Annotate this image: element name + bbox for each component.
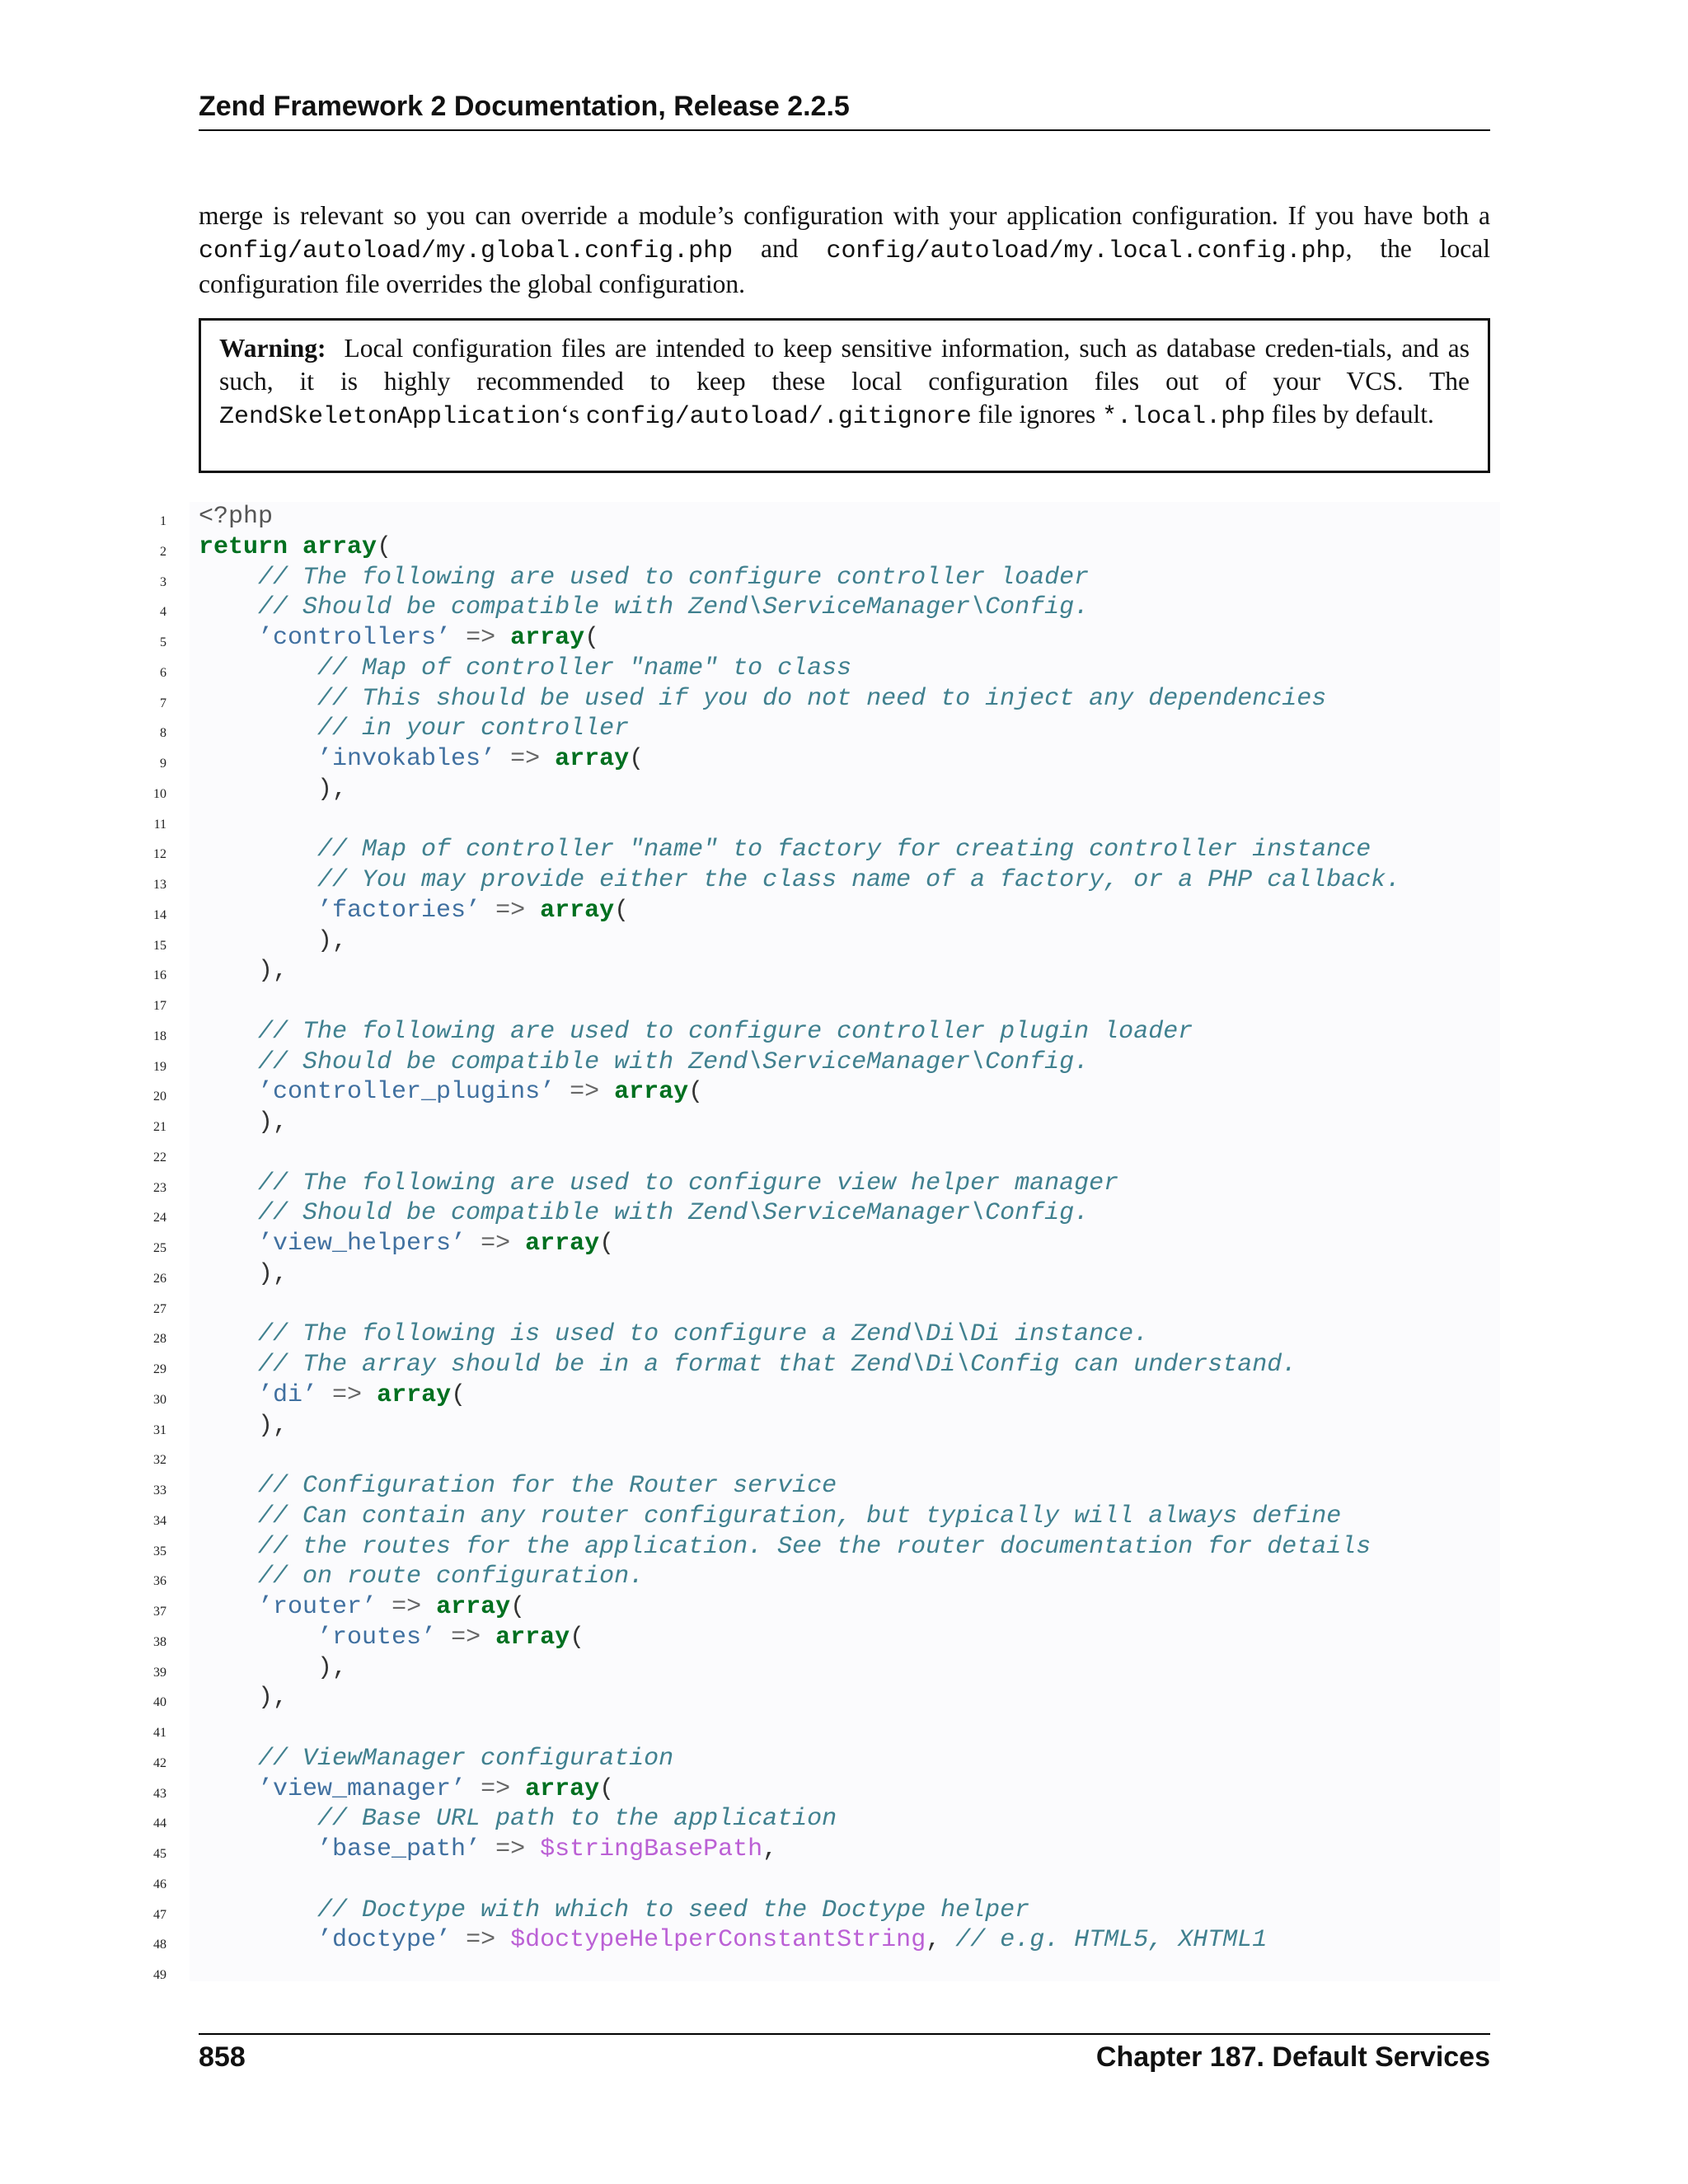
code-token [481, 897, 495, 925]
code-line-content [199, 1229, 614, 1259]
code-line-content [199, 1108, 288, 1138]
code-token [199, 624, 258, 652]
code-token: ), [199, 926, 348, 955]
code-line-content [199, 1532, 1371, 1563]
code-token [199, 1230, 258, 1258]
code-line [0, 1623, 1688, 1653]
code-line-content [199, 1198, 1089, 1229]
code-token: ( [599, 1230, 615, 1258]
code-token [481, 1835, 495, 1863]
code-token [199, 1048, 258, 1076]
code-token [199, 1169, 258, 1197]
code-token: // The following are used to configure controller loader [258, 563, 1090, 592]
code-token: ’invokables’ [317, 745, 496, 773]
code-line [0, 623, 1688, 654]
code-token [199, 866, 317, 894]
code-line-content [199, 926, 347, 957]
line-number: 44 [153, 1816, 166, 1831]
code-line [0, 1956, 1688, 1986]
code-line [0, 532, 1688, 563]
code-token: // Doctype with which to seed the Doctype helper [317, 1896, 1030, 1924]
code-line [0, 714, 1688, 744]
code-token [599, 1078, 614, 1106]
footer-divider [199, 2033, 1490, 2035]
chapter-title: Chapter 187. Default Services [1095, 2041, 1490, 2073]
code-token: array [540, 896, 615, 925]
line-number: 20 [153, 1090, 166, 1104]
code-token [199, 654, 317, 682]
code-line [0, 654, 1688, 684]
line-number: 12 [153, 847, 166, 862]
code-token [510, 1230, 525, 1258]
code-token: // Configuration for the Router service [258, 1472, 837, 1500]
code-token: // in your controller [317, 715, 630, 743]
code-line-content [199, 1896, 1029, 1926]
code-token [199, 1563, 258, 1591]
code-line [0, 1350, 1688, 1380]
code-line [0, 502, 1688, 532]
code-token: => [570, 1078, 600, 1107]
code-token: ), [199, 775, 348, 804]
code-token: // You may provide either the class name of a factory, or a PHP callback. [317, 866, 1401, 894]
line-number: 43 [153, 1786, 166, 1801]
line-number: 2 [160, 544, 166, 559]
warning-text-3: file ignores [971, 400, 1103, 429]
code-token: $stringBasePath [540, 1835, 763, 1863]
code-line [0, 1471, 1688, 1502]
code-token [199, 1533, 258, 1561]
code-line [0, 1592, 1688, 1623]
code-token: // The following are used to configure view helper manager [258, 1169, 1119, 1197]
code-line-content [199, 532, 392, 563]
running-header: Zend Framework 2 Documentation, Release 2.2.5 [199, 91, 850, 122]
code-line-content [199, 744, 644, 775]
warning-text-2: ‘s [560, 400, 586, 429]
line-number: 8 [160, 726, 166, 741]
code-token: $doctypeHelperConstantString [510, 1926, 926, 1955]
line-number: 14 [153, 907, 166, 922]
warning-text-4: files by default. [1265, 400, 1434, 429]
code-line [0, 1532, 1688, 1563]
code-line [0, 1865, 1688, 1896]
code-line-content [199, 1502, 1341, 1532]
line-number: 13 [153, 878, 166, 892]
code-line [0, 1653, 1688, 1684]
code-line [0, 1896, 1688, 1926]
code-line-content [199, 835, 1371, 865]
line-number: 7 [160, 696, 166, 710]
code-line [0, 1744, 1688, 1774]
code-line-content [199, 1259, 288, 1290]
code-line-content [199, 563, 1089, 593]
code-line-content [199, 1077, 703, 1108]
code-token: ( [510, 1593, 526, 1621]
code-token [199, 564, 258, 592]
code-token: ), [199, 1653, 348, 1682]
code-token: // Should be compatible with Zend\ServiceManager\Config. [258, 1199, 1090, 1228]
line-number: 40 [153, 1695, 166, 1710]
code-token [466, 1775, 481, 1803]
code-token [199, 593, 258, 621]
code-line-content [199, 1562, 644, 1592]
code-line-content [199, 593, 1089, 623]
code-token [525, 897, 540, 925]
line-number: 32 [153, 1453, 166, 1468]
code-line-content [199, 714, 629, 744]
code-token: ( [584, 624, 600, 652]
warning-text-1: Local configuration files are intended to keep sensitive information, such as database creden-tials, and as such, it is highly recommended to keep these local configuration files out of your VCS. The [219, 334, 1470, 396]
code-line-content [199, 1169, 1118, 1199]
line-number: 24 [153, 1211, 166, 1226]
code-line [0, 1319, 1688, 1350]
code-token: ’di’ [258, 1380, 318, 1409]
warning-code-gitignore: config/autoload/.gitignore [585, 403, 972, 431]
code-token [199, 1472, 258, 1500]
line-number: 27 [153, 1301, 166, 1316]
code-token: // The array should be in a format that Zend\Di\Config can understand. [258, 1351, 1297, 1379]
code-token: ), [199, 1108, 288, 1137]
code-token: => [392, 1593, 422, 1621]
code-token: array [302, 532, 377, 561]
code-token [421, 1593, 436, 1621]
code-token [199, 836, 317, 864]
code-line [0, 1502, 1688, 1532]
intro-paragraph [199, 199, 1490, 301]
line-number: 11 [153, 817, 166, 832]
line-number: 21 [153, 1120, 166, 1134]
code-token: // e.g. HTML5, XHTML1 [955, 1926, 1268, 1955]
line-number: 29 [153, 1362, 166, 1376]
code-line [0, 1198, 1688, 1229]
code-token [199, 1775, 258, 1803]
code-line-content [199, 1804, 837, 1835]
line-number: 49 [153, 1968, 166, 1982]
line-number: 16 [153, 968, 166, 983]
code-line [0, 1047, 1688, 1078]
code-token: ( [629, 745, 645, 773]
code-token: <?php [199, 503, 274, 531]
line-number: 28 [153, 1332, 166, 1347]
code-token: array [510, 624, 585, 652]
intro-text-1: merge is relevant so you can override a module’s configuration with your application configuration. If you have both a [199, 201, 1490, 230]
line-number: 36 [153, 1574, 166, 1589]
code-token: => [466, 1926, 496, 1955]
code-line-content [199, 896, 629, 926]
code-token: ( [688, 1078, 704, 1107]
code-token: array [525, 1774, 600, 1803]
code-token: => [466, 624, 496, 652]
page-number: 858 [199, 2041, 246, 2073]
code-line [0, 956, 1688, 987]
code-token: ’controllers’ [258, 624, 452, 652]
code-token [199, 685, 317, 713]
line-number: 19 [153, 1059, 166, 1074]
code-token: array [495, 1623, 570, 1652]
code-token: return [199, 532, 288, 561]
code-line-content [199, 654, 851, 684]
code-token: // on route configuration. [258, 1563, 645, 1591]
code-token: => [451, 1623, 481, 1652]
intro-text-3: , the local configuration file overrides the global configuration. [199, 234, 1490, 298]
code-line-content [199, 1319, 1148, 1350]
line-number: 31 [153, 1422, 166, 1437]
line-number: 35 [153, 1544, 166, 1558]
code-token [451, 1926, 466, 1954]
code-token: ( [614, 896, 630, 925]
code-line [0, 1077, 1688, 1108]
code-token: ’view_manager’ [258, 1774, 467, 1803]
code-token [199, 1745, 258, 1773]
line-number: 18 [153, 1029, 166, 1043]
line-number: 10 [153, 786, 166, 801]
code-line [0, 926, 1688, 957]
code-token [377, 1593, 392, 1621]
code-token [199, 1078, 258, 1106]
line-number: 46 [153, 1877, 166, 1891]
code-token [199, 1199, 258, 1227]
code-token [317, 1381, 332, 1409]
code-line-content [199, 1411, 288, 1441]
code-token: => [495, 896, 526, 925]
code-token: // The following is used to configure a Zend\Di\Di instance. [258, 1320, 1149, 1349]
code-line [0, 805, 1688, 836]
code-token: // Should be compatible with Zend\ServiceManager\Config. [258, 593, 1090, 622]
intro-code-local-config: config/autoload/my.local.config.php [826, 237, 1346, 265]
header-divider [199, 129, 1490, 131]
code-line [0, 1017, 1688, 1047]
code-token: ’view_helpers’ [258, 1230, 467, 1258]
line-number: 47 [153, 1907, 166, 1922]
code-token [466, 1230, 481, 1258]
code-line [0, 1562, 1688, 1592]
code-line [0, 1259, 1688, 1290]
code-token [199, 1805, 317, 1833]
code-line [0, 1411, 1688, 1441]
code-line-content [199, 1774, 614, 1805]
code-line-content [199, 1471, 837, 1502]
code-token [199, 1624, 317, 1652]
code-token: => [481, 1774, 511, 1803]
line-number: 15 [153, 938, 166, 953]
code-line [0, 896, 1688, 926]
code-token: // Base URL path to the application [317, 1805, 837, 1834]
line-number: 9 [160, 757, 166, 771]
code-token [199, 745, 317, 773]
code-token [495, 624, 510, 652]
code-token: ( [570, 1623, 585, 1652]
code-line-content [199, 623, 599, 654]
code-line-content [199, 865, 1400, 896]
code-token [288, 533, 302, 561]
line-number: 45 [153, 1847, 166, 1861]
code-token: ), [199, 957, 288, 986]
line-number: 22 [153, 1150, 166, 1165]
code-line [0, 1683, 1688, 1713]
code-token: ( [377, 532, 392, 561]
code-token: // the routes for the application. See the router documentation for details [258, 1532, 1372, 1561]
intro-code-global-config: config/autoload/my.global.config.php [199, 237, 734, 265]
code-token: ( [451, 1380, 467, 1409]
code-token: , [926, 1926, 956, 1955]
line-number: 39 [153, 1665, 166, 1680]
code-line-content [199, 1744, 673, 1774]
code-token: // ViewManager configuration [258, 1744, 674, 1773]
line-number: 23 [153, 1180, 166, 1195]
code-token: array [525, 1230, 600, 1258]
code-line-content [199, 684, 1326, 715]
line-number: 26 [153, 1271, 166, 1286]
code-line-content [199, 956, 288, 987]
code-line-content [199, 1683, 288, 1713]
code-token: ’controller_plugins’ [258, 1078, 556, 1107]
line-number: 37 [153, 1605, 166, 1619]
code-token: , [762, 1835, 778, 1863]
warning-code-local-php: *.local.php [1102, 403, 1266, 431]
line-number: 5 [160, 635, 166, 649]
code-token [199, 1896, 317, 1924]
code-token: ( [599, 1774, 615, 1803]
code-line-content [199, 1623, 584, 1653]
code-token [362, 1381, 377, 1409]
code-token: array [555, 745, 630, 773]
code-token [199, 715, 317, 743]
code-line [0, 563, 1688, 593]
code-line [0, 987, 1688, 1017]
code-token [451, 624, 466, 652]
code-token: ), [199, 1411, 288, 1440]
code-token: // Map of controller "name" to class [317, 654, 852, 682]
code-line-content [199, 1592, 525, 1623]
code-token [199, 1018, 258, 1046]
line-number: 48 [153, 1938, 166, 1952]
code-token [540, 745, 555, 773]
code-token [495, 1926, 510, 1954]
code-token [199, 1320, 258, 1348]
code-token: array [377, 1380, 452, 1409]
code-line [0, 684, 1688, 715]
code-line-content [199, 1380, 466, 1411]
code-token: // This should be used if you do not need to inject any dependencies [317, 684, 1327, 713]
line-number: 1 [160, 514, 166, 528]
warning-code-app-name: ZendSkeletonApplication [219, 403, 561, 431]
code-token [199, 1926, 317, 1954]
code-line [0, 1925, 1688, 1956]
line-number: 30 [153, 1392, 166, 1407]
code-line-content [199, 1835, 777, 1865]
warning-label: Warning: [219, 334, 326, 363]
intro-text-2: and [733, 234, 827, 263]
code-token [510, 1775, 525, 1803]
code-token: // The following are used to configure controller plugin loader [258, 1017, 1193, 1046]
code-token: array [436, 1593, 511, 1621]
code-token [199, 1835, 317, 1863]
line-number: 17 [153, 999, 166, 1013]
code-token [555, 1078, 570, 1106]
code-line [0, 1138, 1688, 1169]
code-line-content [199, 1017, 1193, 1047]
code-token [495, 745, 510, 773]
code-token: => [495, 1835, 526, 1863]
line-number: 34 [153, 1513, 166, 1528]
line-number: 25 [153, 1241, 166, 1255]
code-line [0, 1290, 1688, 1320]
code-token [199, 897, 317, 925]
code-line-content [199, 775, 347, 805]
code-token: ’base_path’ [317, 1835, 481, 1863]
code-line [0, 1835, 1688, 1865]
code-line [0, 775, 1688, 805]
code-token: ’routes’ [317, 1623, 437, 1652]
code-token: => [481, 1230, 511, 1258]
code-token: ’doctype’ [317, 1926, 452, 1955]
code-line-content [199, 1925, 1267, 1956]
code-line [0, 1441, 1688, 1471]
line-number: 6 [160, 665, 166, 680]
code-token [199, 1381, 258, 1409]
code-token [199, 1351, 258, 1379]
code-line-content [199, 1653, 347, 1684]
code-line [0, 744, 1688, 775]
warning-box [199, 318, 1490, 473]
line-number: 33 [153, 1483, 166, 1497]
code-token: // Can contain any router configuration, but typically will always define [258, 1502, 1342, 1530]
code-line [0, 593, 1688, 623]
code-token: ), [199, 1259, 288, 1288]
code-line [0, 1804, 1688, 1835]
code-line [0, 1380, 1688, 1411]
code-line [0, 1108, 1688, 1138]
line-number: 41 [153, 1726, 166, 1740]
code-token: array [614, 1078, 689, 1107]
code-token: ), [199, 1684, 288, 1713]
code-token: ’factories’ [317, 896, 481, 925]
code-line [0, 1169, 1688, 1199]
line-number: 4 [160, 605, 166, 620]
line-number: 42 [153, 1755, 166, 1770]
code-token [199, 1502, 258, 1530]
code-line-content [199, 1047, 1089, 1078]
code-token [436, 1624, 451, 1652]
code-line [0, 1713, 1688, 1744]
code-line [0, 1774, 1688, 1805]
code-line-content [199, 502, 273, 532]
code-token [199, 1593, 258, 1621]
line-number: 38 [153, 1634, 166, 1649]
code-line [0, 835, 1688, 865]
code-line-content [199, 1350, 1296, 1380]
code-token: // Should be compatible with Zend\ServiceManager\Config. [258, 1047, 1090, 1076]
code-token [525, 1835, 540, 1863]
code-token: ’router’ [258, 1593, 377, 1621]
code-listing [0, 502, 1688, 1986]
line-number: 3 [160, 574, 166, 589]
code-token: // Map of controller "name" to factory for creating controller instance [317, 836, 1372, 865]
code-token: => [510, 745, 541, 773]
code-token [481, 1624, 495, 1652]
code-line [0, 1229, 1688, 1259]
code-line [0, 865, 1688, 896]
code-token: => [332, 1380, 363, 1409]
